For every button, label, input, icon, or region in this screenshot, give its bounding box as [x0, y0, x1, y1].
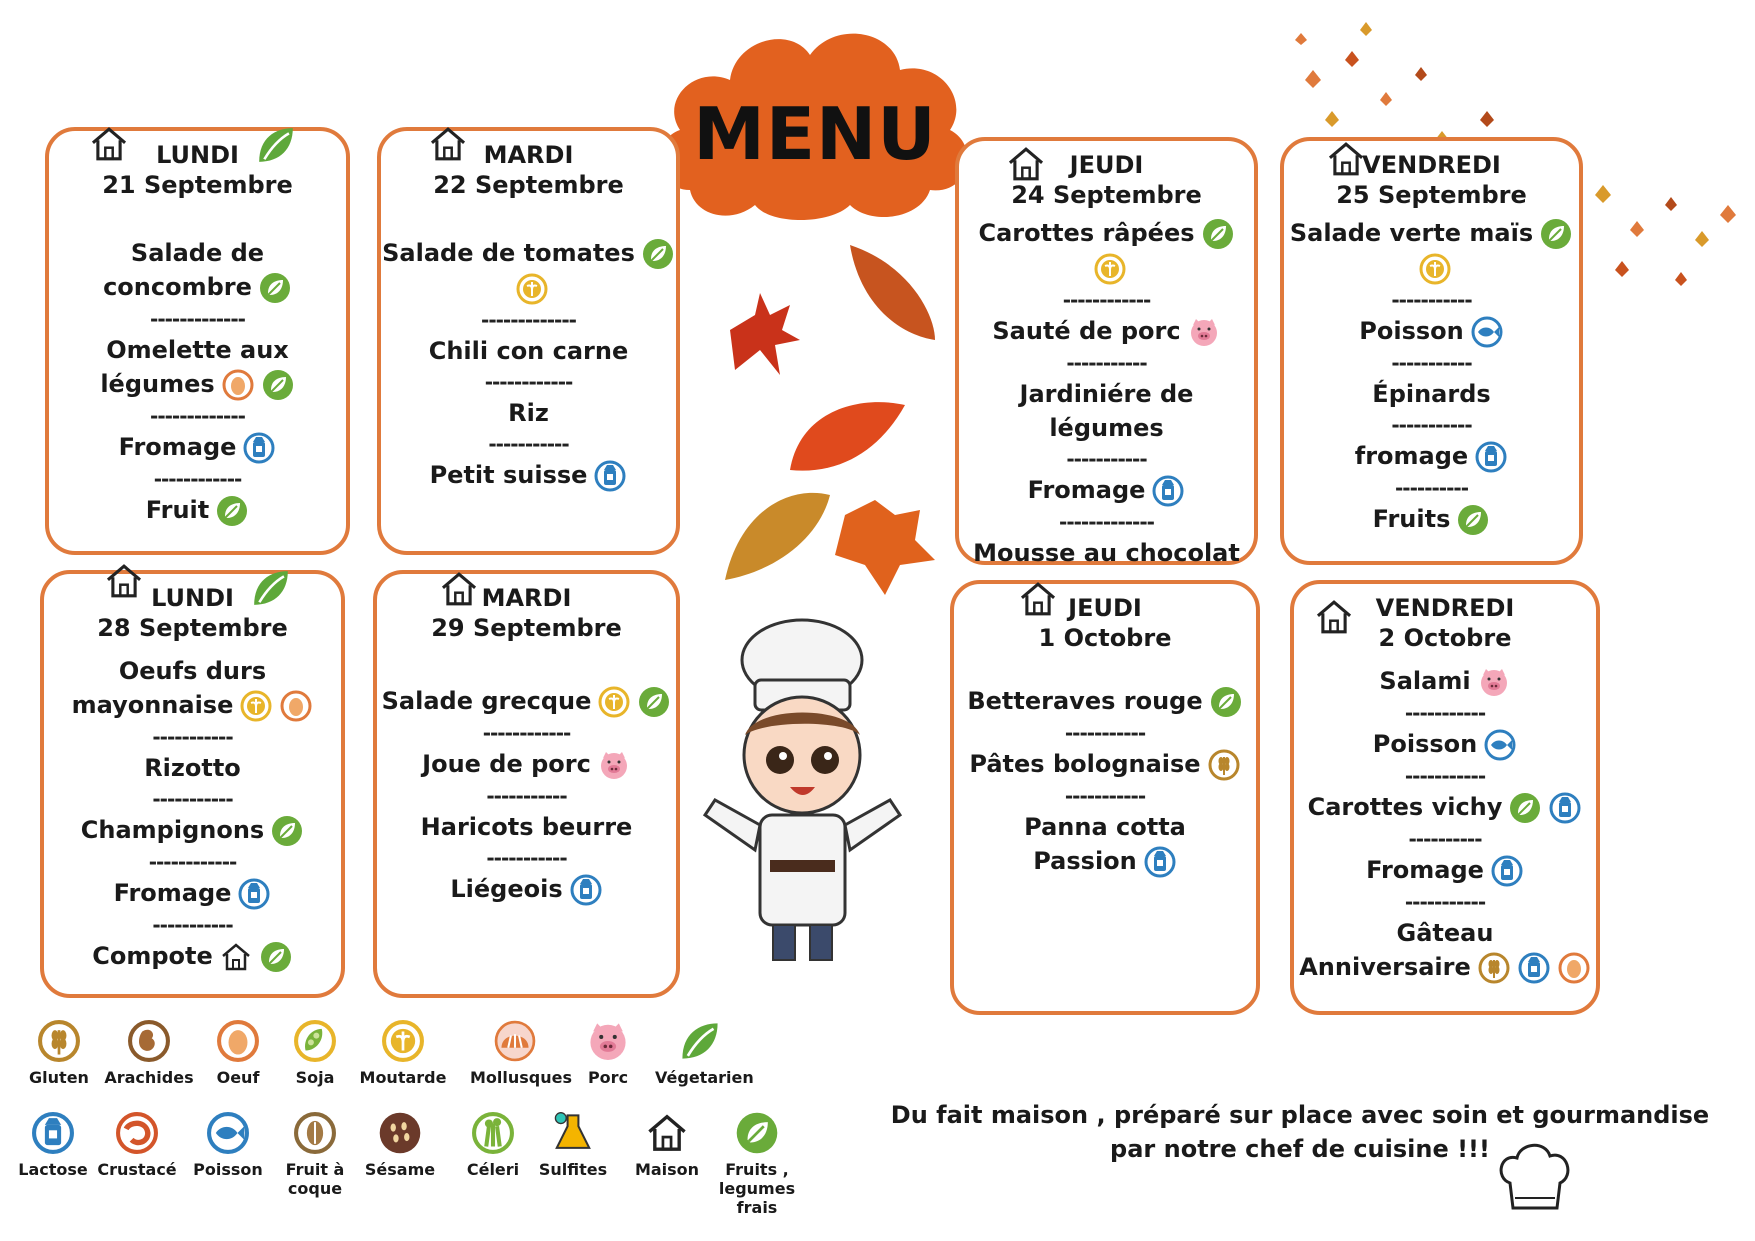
dish-label: Jardiniére de légumes	[1019, 380, 1194, 442]
dish	[44, 654, 341, 723]
legend-label: Fruit à coque	[285, 1160, 345, 1198]
dish-label: Chili con carne	[428, 337, 629, 365]
day-name: JEUDI	[1068, 594, 1142, 622]
day-card	[950, 580, 1260, 1015]
dish	[381, 236, 676, 306]
dish-label: Carottes vichy	[1294, 790, 1596, 825]
lactose-icon	[569, 873, 603, 907]
mustard-icon	[1093, 252, 1127, 286]
menu-items	[381, 236, 676, 493]
soy-icon	[292, 1018, 338, 1064]
lactose-icon	[1151, 474, 1185, 508]
legend-label: Végetarien	[655, 1068, 754, 1087]
separator: -----------	[1391, 288, 1472, 312]
dish-label: mayonnaise	[44, 688, 341, 723]
vegetarian-icon	[641, 237, 675, 271]
day-card	[955, 137, 1258, 565]
separator: -------------	[150, 404, 245, 428]
vegetarian-icon	[1201, 217, 1235, 251]
dish	[954, 747, 1256, 782]
legend-item	[528, 1110, 618, 1179]
peanut-icon	[126, 1018, 172, 1064]
day-name: LUNDI	[156, 141, 239, 169]
dish-label: légumes	[49, 367, 346, 402]
separator: -----------	[1404, 890, 1486, 914]
day-header	[377, 584, 676, 642]
separator: ----------	[1394, 476, 1468, 500]
dish	[1284, 377, 1579, 411]
legend-item	[14, 1018, 104, 1087]
dish-label: Liégeois	[377, 872, 676, 907]
dish-label: Joue de porc	[377, 747, 676, 782]
menu-items	[954, 684, 1256, 879]
menu-items	[1294, 664, 1596, 985]
day-date: 24 Septembre	[1011, 181, 1202, 209]
dish	[959, 216, 1254, 286]
dish	[377, 810, 676, 844]
dish-label: Anniversaire	[1294, 950, 1596, 985]
celery-icon	[470, 1110, 516, 1156]
dish-label: Oeufs durs	[118, 657, 267, 685]
dish-label: Poisson	[1284, 314, 1579, 349]
lactose-icon	[1474, 440, 1508, 474]
day-name: VENDREDI	[1362, 151, 1501, 179]
chef-hat-icon	[1495, 1138, 1575, 1218]
lactose-icon	[1490, 854, 1524, 888]
dish-label: Poisson	[1294, 727, 1596, 762]
day-name: MARDI	[483, 141, 574, 169]
separator: -----------	[152, 725, 233, 749]
separator: -----------	[152, 913, 233, 937]
legend-label: Soja	[295, 1068, 335, 1087]
dish	[959, 536, 1254, 570]
gluten-icon	[36, 1018, 82, 1064]
day-header	[959, 151, 1254, 209]
dish-label: Épinards	[1372, 380, 1491, 408]
mustard-icon	[239, 689, 273, 723]
menu-items	[377, 684, 676, 907]
dish-label: Passion	[954, 844, 1256, 879]
fish-icon	[205, 1110, 251, 1156]
legend-label: Sésame	[364, 1160, 436, 1179]
dish	[959, 377, 1254, 445]
separator: -------------	[150, 307, 245, 331]
day-header	[1294, 594, 1596, 652]
lactose-icon	[1548, 791, 1582, 825]
mustard-icon	[1418, 252, 1452, 286]
legend-label: Porc	[587, 1068, 629, 1087]
dish-label: Fromage	[44, 876, 341, 911]
dish-label: fromage	[1284, 439, 1579, 474]
egg-icon	[221, 368, 255, 402]
fish-icon	[1470, 315, 1504, 349]
legend-item	[470, 1018, 573, 1087]
separator: -----------	[1066, 447, 1147, 471]
legend-label: Sulfites	[538, 1160, 608, 1179]
dish	[377, 747, 676, 782]
dish-label: Compote	[44, 939, 341, 974]
legend-item	[563, 1018, 653, 1087]
dish	[954, 810, 1256, 879]
separator: -----------	[1391, 351, 1472, 375]
legend-item	[270, 1018, 360, 1087]
vegetarian-icon	[1209, 685, 1243, 719]
menu-title: MENU	[693, 92, 937, 176]
legend-label: Fruits , legumes frais	[718, 1160, 796, 1217]
sulfite-icon	[550, 1110, 596, 1156]
menu-items	[1284, 216, 1579, 537]
legend-item	[655, 1018, 754, 1087]
dish-label: Fromage	[1294, 853, 1596, 888]
dish	[44, 813, 341, 848]
separator: ----------	[1408, 827, 1482, 851]
dish	[1294, 790, 1596, 825]
dish-label: Haricots beurre	[420, 813, 633, 841]
dish	[1284, 216, 1579, 286]
lactose-icon	[237, 877, 271, 911]
legend-label: Crustacé	[97, 1160, 177, 1179]
dish-label: Rizotto	[144, 754, 241, 782]
dish-label: Carottes râpées	[959, 216, 1254, 286]
dish-label: Salade de tomates	[381, 236, 676, 306]
dish	[381, 396, 676, 430]
legend-label: Céleri	[466, 1160, 520, 1179]
day-header	[44, 584, 341, 642]
dish	[49, 333, 346, 402]
dish-label: Riz	[508, 399, 549, 427]
separator: -----------	[488, 432, 569, 456]
fish-icon	[1483, 728, 1517, 762]
vegetarian-icon	[637, 685, 671, 719]
dish-label: Omelette aux	[106, 336, 289, 364]
dish-label: Fromage	[49, 430, 346, 465]
dish	[377, 684, 676, 719]
legend-item	[92, 1110, 182, 1179]
dish-label: Betteraves rouge	[954, 684, 1256, 719]
day-date: 1 Octobre	[1038, 624, 1172, 652]
legend-label: Arachides	[104, 1068, 194, 1087]
separator: -------------	[1059, 510, 1154, 534]
day-header	[381, 141, 676, 199]
mustard-icon	[380, 1018, 426, 1064]
legend-item	[8, 1110, 98, 1179]
pork-icon	[1187, 315, 1221, 349]
legend-label: Poisson	[193, 1160, 263, 1179]
dish	[1284, 314, 1579, 349]
legend-label: Mollusques	[470, 1068, 573, 1087]
day-name: VENDREDI	[1375, 594, 1515, 622]
legend-label: Gluten	[29, 1068, 89, 1087]
legend-item	[270, 1110, 360, 1198]
separator: ------------	[482, 721, 571, 745]
gluten-icon	[1207, 748, 1241, 782]
mustard-icon	[515, 272, 549, 306]
footer-text: Du fait maison , préparé sur place avec soin et gourmandise par notre chef de cuisine !!!	[890, 1101, 1710, 1163]
legend-item	[104, 1018, 194, 1087]
vegetarian-icon	[1456, 503, 1490, 537]
day-header	[49, 141, 346, 199]
dish-label: Salami	[1294, 664, 1596, 699]
dish	[49, 493, 346, 528]
lactose-icon	[1143, 845, 1177, 879]
dish	[49, 236, 346, 305]
dish	[954, 684, 1256, 719]
day-date: 29 Septembre	[431, 614, 622, 642]
house-icon	[219, 940, 253, 974]
menu-items	[959, 216, 1254, 570]
vegetarian-icon	[1539, 217, 1573, 251]
dish-label: Panna cotta	[1024, 813, 1186, 841]
dish-label: Pâtes bolognaise	[954, 747, 1256, 782]
dish	[44, 751, 341, 785]
separator: -----------	[1066, 351, 1147, 375]
legend-item	[183, 1110, 273, 1179]
dish	[959, 473, 1254, 508]
pork-icon	[597, 748, 631, 782]
separator: -----------	[486, 784, 567, 808]
menu-items	[49, 236, 346, 528]
vegetarian-icon	[734, 1110, 780, 1156]
egg-icon	[1557, 951, 1591, 985]
legend-item	[355, 1110, 445, 1179]
dish-label: Champignons	[44, 813, 341, 848]
pork-icon	[1477, 665, 1511, 699]
shrimp-icon	[114, 1110, 160, 1156]
day-header	[954, 594, 1256, 652]
dish	[1284, 502, 1579, 537]
pork-icon	[585, 1018, 631, 1064]
legend-label: Oeuf	[216, 1068, 260, 1087]
separator: ------------	[153, 467, 242, 491]
legend-label: Moutarde	[359, 1068, 447, 1087]
day-card	[40, 570, 345, 998]
separator: -----------	[1064, 721, 1146, 745]
separator: -----------	[1064, 784, 1146, 808]
vegetarian-icon	[1508, 791, 1542, 825]
legend-item	[448, 1110, 538, 1179]
dish	[44, 876, 341, 911]
legend-item	[358, 1018, 448, 1087]
vegetarian-icon	[215, 494, 249, 528]
separator: -----------	[152, 787, 233, 811]
leaf-icon	[677, 1018, 723, 1064]
dish	[959, 314, 1254, 349]
day-date: 25 Septembre	[1336, 181, 1527, 209]
legend-item	[622, 1110, 712, 1179]
day-card	[45, 127, 350, 555]
separator: -----------	[1391, 413, 1472, 437]
legend-item	[712, 1110, 802, 1217]
chef-illustration	[695, 615, 910, 975]
day-name: LUNDI	[151, 584, 234, 612]
dish	[381, 334, 676, 368]
lactose-icon	[593, 459, 627, 493]
separator: -----------	[1404, 701, 1486, 725]
dish-label: Fromage	[959, 473, 1254, 508]
sesame-icon	[377, 1110, 423, 1156]
menu-items	[44, 654, 341, 974]
day-card	[1280, 137, 1583, 565]
dish	[1284, 439, 1579, 474]
dish-label: Salade grecque	[377, 684, 676, 719]
dish-label: concombre	[49, 270, 346, 305]
shell-icon	[492, 1018, 538, 1064]
vegetarian-icon	[259, 940, 293, 974]
day-card	[377, 127, 680, 555]
vegetarian-icon	[270, 814, 304, 848]
dish	[1294, 664, 1596, 699]
gluten-icon	[1477, 951, 1511, 985]
dish	[1294, 916, 1596, 985]
separator: ------------	[1062, 288, 1151, 312]
day-date: 2 Octobre	[1378, 624, 1512, 652]
dish	[381, 458, 676, 493]
day-header	[1284, 151, 1579, 209]
separator: ------------	[484, 370, 573, 394]
day-name: JEUDI	[1069, 151, 1144, 179]
dish-label: Salade verte maïs	[1284, 216, 1579, 286]
separator: ------------	[148, 850, 237, 874]
center-leaves-decoration	[720, 235, 950, 610]
lactose-icon	[30, 1110, 76, 1156]
separator: -------------	[481, 308, 576, 332]
vegetarian-icon	[258, 271, 292, 305]
egg-icon	[215, 1018, 261, 1064]
dish	[377, 872, 676, 907]
egg-icon	[279, 689, 313, 723]
dish-label: Gâteau	[1396, 919, 1494, 947]
lactose-icon	[242, 431, 276, 465]
day-date: 28 Septembre	[97, 614, 288, 642]
separator: -----------	[1404, 764, 1486, 788]
dish-label: Salade de	[130, 239, 265, 267]
separator: -----------	[486, 846, 567, 870]
day-date: 22 Septembre	[433, 171, 624, 199]
dish	[1294, 727, 1596, 762]
mustard-icon	[597, 685, 631, 719]
vegetarian-icon	[261, 368, 295, 402]
dish	[44, 939, 341, 974]
day-card	[373, 570, 680, 998]
house-icon	[644, 1110, 690, 1156]
nut-icon	[292, 1110, 338, 1156]
dish-label: Fruit	[49, 493, 346, 528]
dish-label: Sauté de porc	[959, 314, 1254, 349]
day-name: MARDI	[481, 584, 572, 612]
dish-label: Mousse au chocolat	[973, 539, 1240, 567]
dish-label: Petit suisse	[381, 458, 676, 493]
lactose-icon	[1517, 951, 1551, 985]
dish	[49, 430, 346, 465]
legend-label: Lactose	[18, 1160, 88, 1179]
dish	[1294, 853, 1596, 888]
legend-label: Maison	[634, 1160, 700, 1179]
day-date: 21 Septembre	[102, 171, 293, 199]
dish-label: Fruits	[1284, 502, 1579, 537]
day-card	[1290, 580, 1600, 1015]
